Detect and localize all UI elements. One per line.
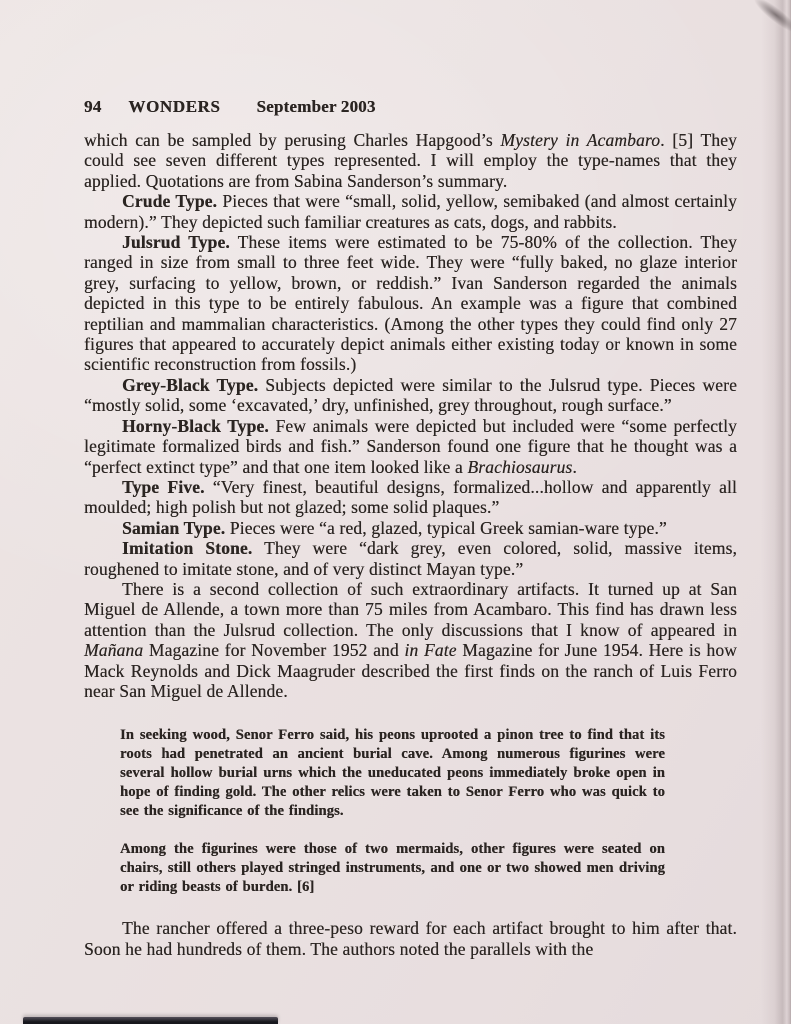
italic-title: Mañana xyxy=(84,640,144,661)
running-header xyxy=(0,0,791,117)
text-run: which can be sampled by perusing Charles Hapgood’s xyxy=(84,130,501,150)
body-paragraph xyxy=(84,579,737,701)
body-paragraph xyxy=(84,416,737,477)
text-run: They were “dark grey, even colored, solid, massive items, roughened to imitate stone, and of very distinct Mayan type.” xyxy=(84,538,738,579)
text-run: Few animals were depicted but included were “some perfectly legitimate formalized birds and fish.” Sanderson found one figure that he thought was a “perfect extinct type” and that one item looked like a xyxy=(84,415,737,477)
page-edge-shadow xyxy=(761,0,791,1024)
type-label: Crude Type. xyxy=(122,191,218,212)
body-paragraph xyxy=(84,130,737,191)
text-run: These items were estimated to be 75-80% of the collection. They ranged in size from small to three feet wide. They were “fully baked, no glaze interior grey, surfacing to yellow, brown, or reddish.” Ivan Sanderson regarded the animals depicted in this type to be entirely fabulous. An example was a figure that combined reptilian and mammalian characteristics. (Among the other types they could find only 27 figures that appeared to accurately depict animals either existing today or known in some scientific reconstruction from fossils.) xyxy=(84,232,737,375)
type-label: Imitation Stone. xyxy=(122,538,253,559)
text-run: Pieces that were “small, solid, yellow, semibaked (and almost certainly modern).” They depicted such familiar creatures as cats, dogs, and rabbits. xyxy=(84,191,737,232)
text-run: Magazine for June 1954. Here is how Mack Reynolds and Dick Maagruder described the first finds on the ranch of Luis Ferro near San Miguel de Allende. xyxy=(84,640,738,701)
body-paragraph xyxy=(84,918,737,959)
page-number: 94 xyxy=(84,97,102,116)
body-paragraph xyxy=(84,518,737,538)
text-run: Magazine for November 1952 and xyxy=(143,640,405,661)
type-label: Julsrud Type. xyxy=(122,232,230,253)
body-paragraph xyxy=(84,375,737,416)
type-label: Samian Type. xyxy=(122,517,226,538)
body-paragraph xyxy=(84,232,737,375)
type-label: Grey-Black Type. xyxy=(122,374,259,395)
text-run: “Very finest, beautiful designs, formalized...hollow and apparently all moulded; high polish but not glazed; some solid plaques.” xyxy=(84,476,737,518)
body-paragraph xyxy=(84,538,737,579)
italic-title: Mystery in Acambaro xyxy=(500,130,661,150)
quote-paragraph xyxy=(120,840,665,897)
type-label: Type Five. xyxy=(122,476,205,497)
text-run: Among the figurines were those of two mermaids, other figures were seated on chairs, still others played stringed instruments, and one or two showed men driving or riding beasts of burden. [6] xyxy=(120,841,665,896)
text-run: The rancher offered a three-peso reward for each artifact brought to him after that. Soon he had hundreds of them. The authors noted the parallels with the xyxy=(84,918,737,959)
scan-background-strip xyxy=(23,1017,278,1024)
text-run: Subjects depicted were similar to the Julsrud type. Pieces were “mostly solid, some ‘excavated,’ dry, unfinished, grey throughout, rough surface.” xyxy=(84,374,737,416)
quote-paragraph xyxy=(120,726,665,821)
body-paragraph xyxy=(84,191,737,232)
journal-title: WONDERS xyxy=(128,97,221,116)
text-run: . [5] They could see seven different types represented. I will employ the type-names that they applied. Quotations are from Sabina Sanderson’s summary. xyxy=(84,130,737,191)
text-run: There is a second collection of such extraordinary artifacts. It turned up at San Miguel de Allende, a town more than 75 miles from Acambaro. This find has drawn less attention than the Julsrud collection. The only discussions that I know of appeared in xyxy=(84,578,737,640)
type-label: Horny-Black Type. xyxy=(122,415,269,436)
text-run: . xyxy=(572,456,577,477)
italic-title: in Fate xyxy=(404,640,457,661)
italic-title: Brachiosaurus xyxy=(467,456,573,477)
text-run: In seeking wood, Senor Ferro said, his peons uprooted a pinon tree to find that its roots had penetrated an ancient burial cave. Among numerous figurines were several hollow burial urns which the uneducated peons immediately broke open in hope of finding gold. The other relics were taken to Senor Ferro who was quick to see the significance of the findings. xyxy=(120,727,665,820)
article-body xyxy=(84,130,737,959)
issue-date: September 2003 xyxy=(256,97,376,116)
text-run: Pieces were “a red, glazed, typical Greek samian-ware type.” xyxy=(225,517,667,538)
body-paragraph xyxy=(84,477,737,518)
